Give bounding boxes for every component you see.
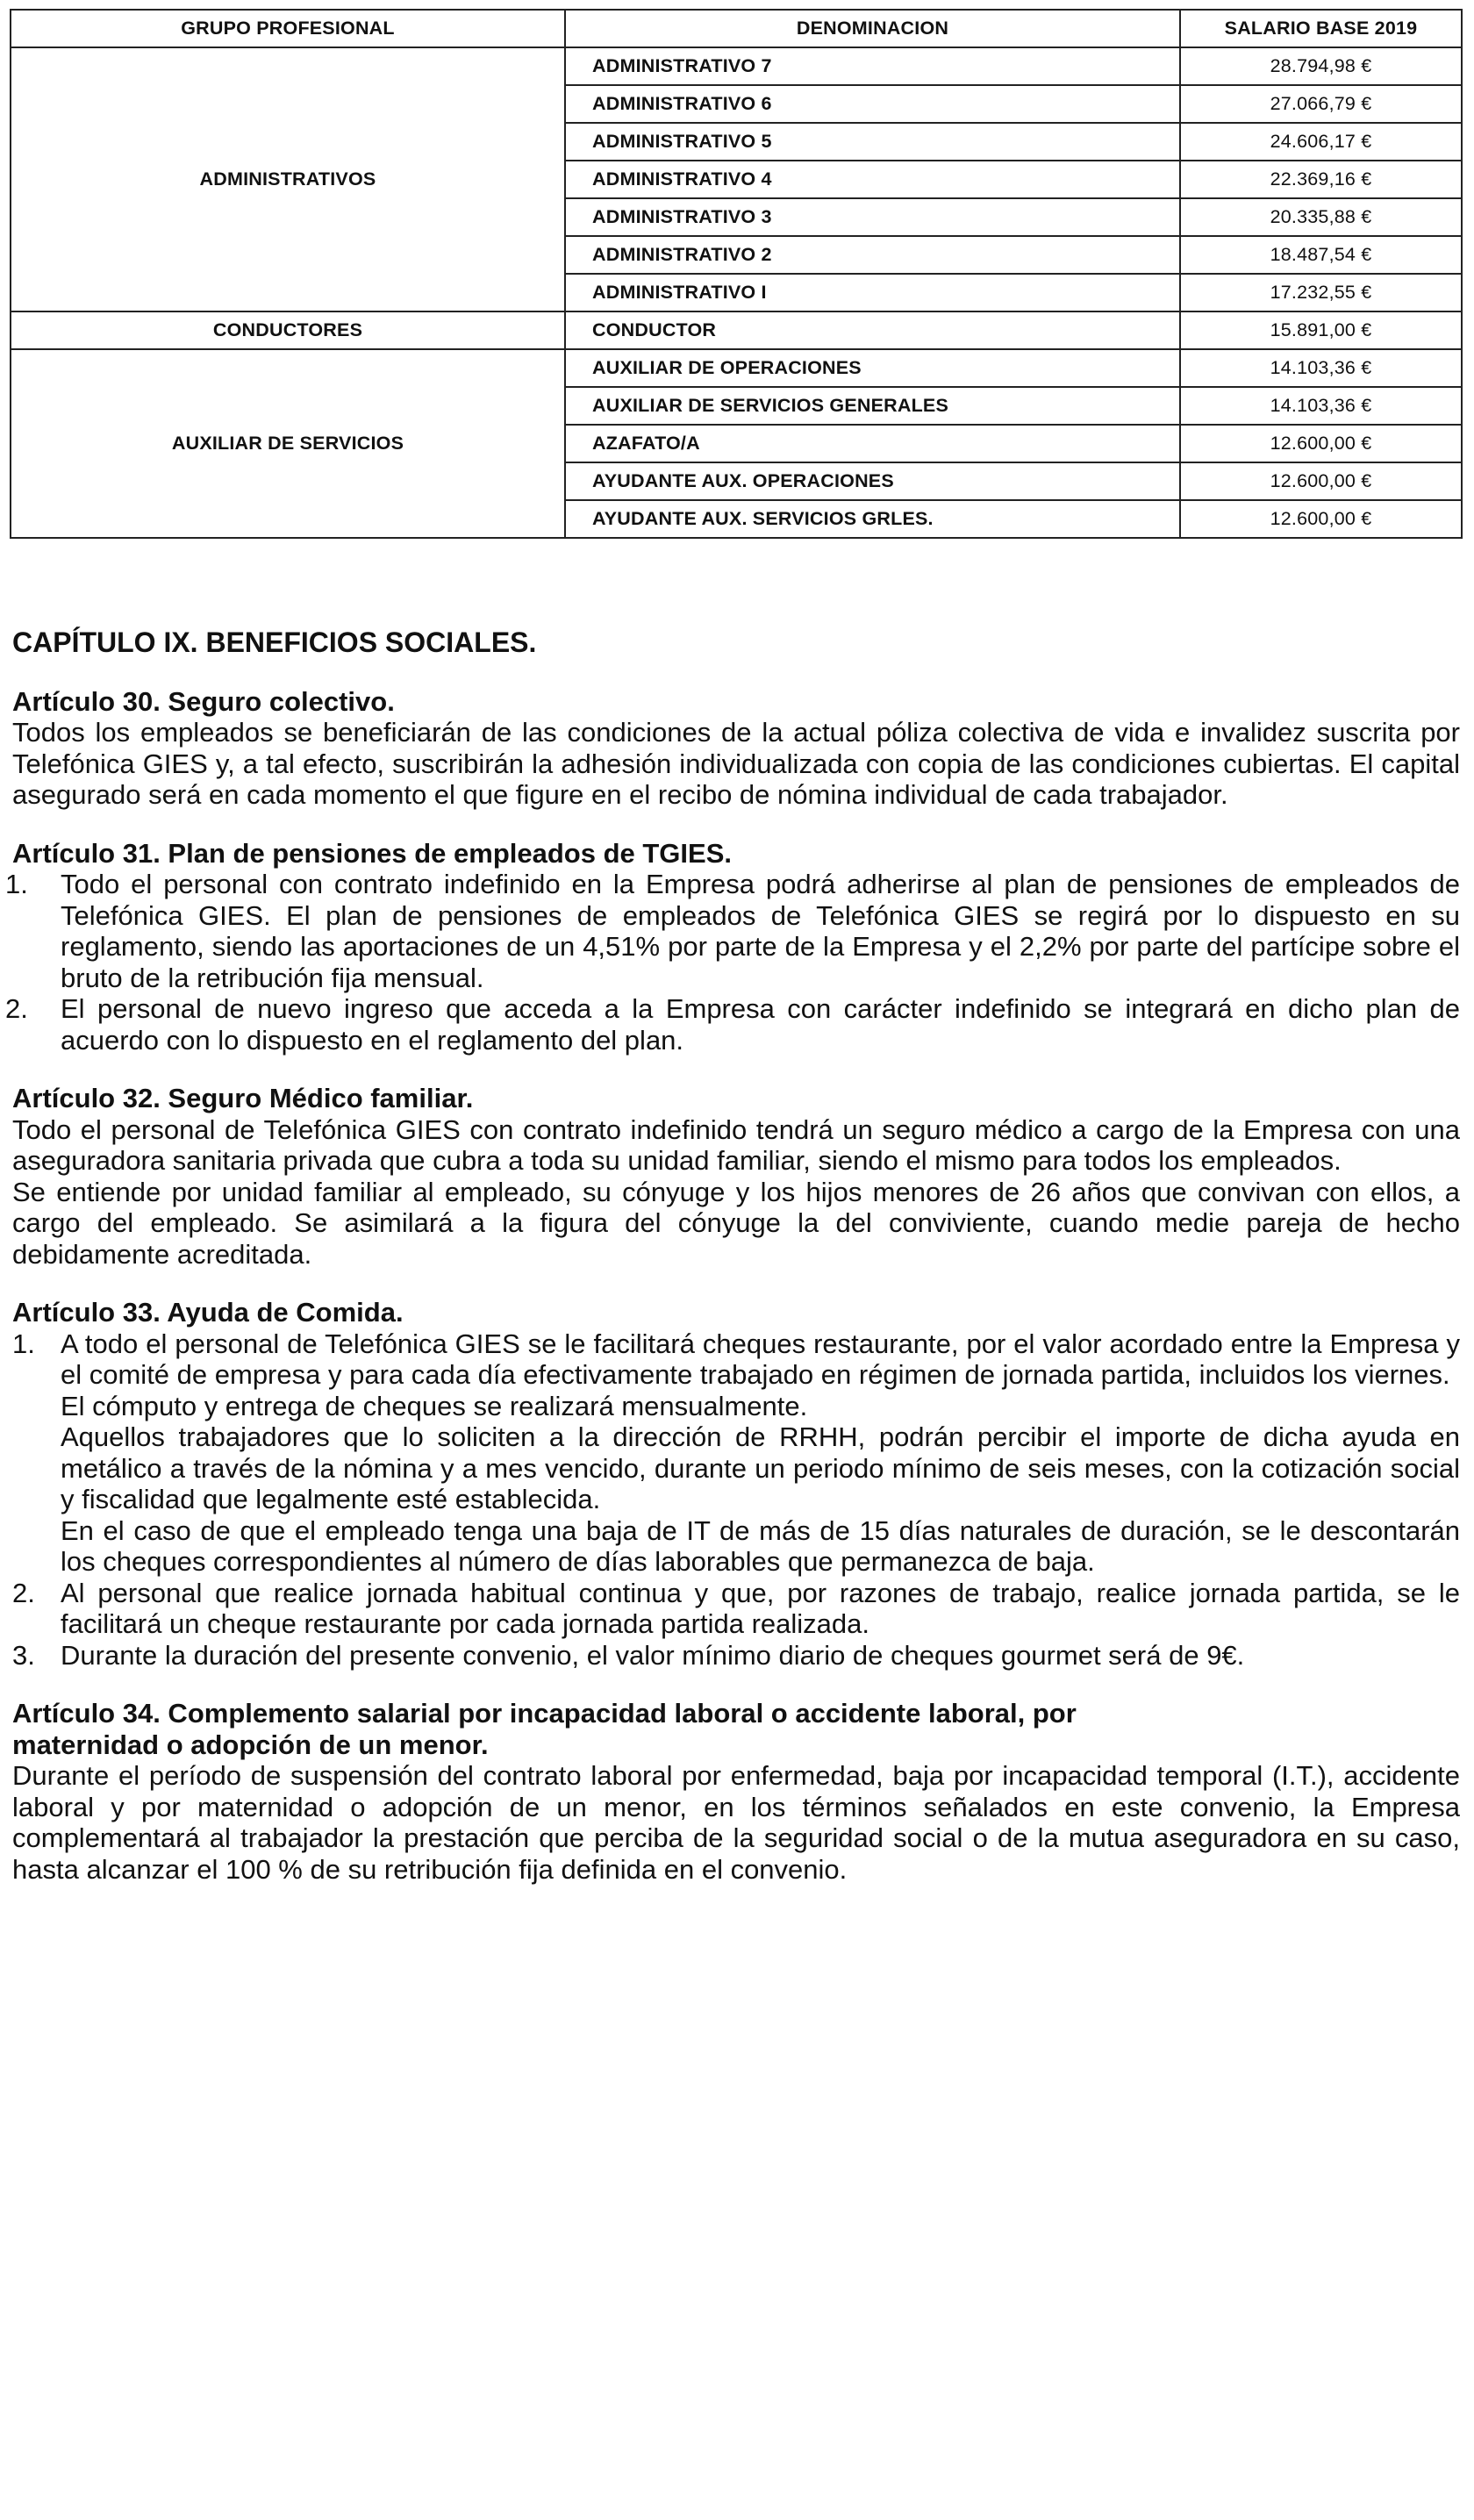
salario-cell: 12.600,00 € <box>1180 462 1462 500</box>
salary-table <box>10 9 1463 539</box>
list-item <box>5 993 1460 1056</box>
header-grupo-profesional: GRUPO PROFESIONAL <box>11 10 565 47</box>
salario-cell: 24.606,17 € <box>1180 123 1462 161</box>
denominacion-cell: ADMINISTRATIVO 6 <box>565 85 1180 123</box>
header-denominacion: DENOMINACION <box>565 10 1180 47</box>
article-30-text: Todos los empleados se beneficiarán de las condiciones de la actual póliza colectiva de vida e invalidez suscrita por Telefónica GIES y, a tal efecto, suscribirán la adhesión individualizada con copia de las condiciones cubiertas. El capital asegurado será en cada momento el que figure en el recibo de nómina individual de cada trabajador. <box>12 717 1460 810</box>
list-item <box>12 1578 1460 1640</box>
list-text: A todo el personal de Telefónica GIES se le facilitará cheques restaurante, por el valor acordado entre la Empresa y el comité de empresa y para cada día efectivamente trabajado en régimen de jornada partida, incluidos los viernes. <box>61 1328 1460 1390</box>
group-name: AUXILIAR DE SERVICIOS <box>11 349 565 538</box>
table-row <box>11 349 1462 387</box>
denominacion-cell: ADMINISTRATIVO I <box>565 274 1180 311</box>
salario-cell: 12.600,00 € <box>1180 500 1462 538</box>
article-34-title-line1: Artículo 34. Complemento salarial por incapacidad laboral o accidente laboral, por <box>12 1698 1077 1729</box>
denominacion-cell: AYUDANTE AUX. OPERACIONES <box>565 462 1180 500</box>
document-body <box>5 614 1460 1885</box>
list-number: 3. <box>12 1639 35 1671</box>
article-32-paragraph: Todo el personal de Telefónica GIES con contrato indefinido tendrá un seguro médico a cargo de la Empresa con una aseguradora sanitaria privada que cubra a toda su unidad familiar, siendo el mismo para todos los empleados. <box>12 1113 1460 1176</box>
denominacion-cell: ADMINISTRATIVO 2 <box>565 236 1180 274</box>
salario-cell: 14.103,36 € <box>1180 387 1462 425</box>
denominacion-cell: ADMINISTRATIVO 3 <box>565 198 1180 236</box>
list-item <box>12 1640 1460 1672</box>
list-text: El cómputo y entrega de cheques se realizará mensualmente. <box>61 1390 808 1421</box>
list-text: Durante la duración del presente convenio, el valor mínimo diario de cheques gourmet será de 9€. <box>61 1639 1245 1671</box>
chapter-title: CAPÍTULO IX. BENEFICIOS SOCIALES. <box>12 626 537 658</box>
article-33-list <box>12 1328 1460 1672</box>
salario-cell: 17.232,55 € <box>1180 274 1462 311</box>
article-33-title: Artículo 33. Ayuda de Comida. <box>12 1297 404 1328</box>
table-row <box>11 47 1462 85</box>
denominacion-cell: ADMINISTRATIVO 4 <box>565 161 1180 198</box>
salario-cell: 12.600,00 € <box>1180 425 1462 462</box>
list-number: 1. <box>12 1328 35 1359</box>
salario-cell: 14.103,36 € <box>1180 349 1462 387</box>
salario-cell: 18.487,54 € <box>1180 236 1462 274</box>
list-number: 1. <box>5 869 28 899</box>
denominacion-cell: AUXILIAR DE SERVICIOS GENERALES <box>565 387 1180 425</box>
article-31-list <box>5 869 1460 1056</box>
salario-cell: 27.066,79 € <box>1180 85 1462 123</box>
denominacion-cell: CONDUCTOR <box>565 311 1180 349</box>
list-number: 2. <box>5 993 28 1024</box>
list-text: Al personal que realice jornada habitual continua y que, por razones de trabajo, realice jornada partida, se le facilitará un cheque restaurante por cada jornada partida realizada. <box>61 1577 1460 1639</box>
denominacion-cell: AYUDANTE AUX. SERVICIOS GRLES. <box>565 500 1180 538</box>
denominacion-cell: AZAFATO/A <box>565 425 1180 462</box>
article-34-title <box>12 1698 1460 1760</box>
list-text: En el caso de que el empleado tenga una baja de IT de más de 15 días naturales de duración, se le descontarán los cheques correspondientes al número de días laborables que permanezca de baja. <box>61 1514 1460 1577</box>
list-text: El personal de nuevo ingreso que acceda a la Empresa con carácter indefinido se integrará en dicho plan de acuerdo con lo dispuesto en el reglamento del plan. <box>61 993 1460 1056</box>
article-34-text: Durante el período de suspensión del contrato laboral por enfermedad, baja por incapacidad temporal (I.T.), accidente laboral y por maternidad o adopción de un menor, en los términos señalados en este convenio, la Empresa complementará al trabajador la prestación que perciba de la seguridad social o de la mutua aseguradora en su caso, hasta alcanzar el 100 % de su retribución fija definida en el convenio. <box>12 1760 1460 1885</box>
list-item <box>5 869 1460 993</box>
denominacion-cell: AUXILIAR DE OPERACIONES <box>565 349 1180 387</box>
salario-cell: 22.369,16 € <box>1180 161 1462 198</box>
table-header-row <box>11 10 1462 47</box>
denominacion-cell: ADMINISTRATIVO 5 <box>565 123 1180 161</box>
article-34-title-line2: maternidad o adopción de un menor. <box>12 1729 489 1760</box>
article-32-paragraph: Se entiende por unidad familiar al empleado, su cónyuge y los hijos menores de 26 años que convivan con ellos, a cargo del empleado. Se asimilará a la figura del cónyuge la del conviviente, cuando medie pareja de hecho debidamente acreditada. <box>12 1176 1460 1270</box>
table-row <box>11 311 1462 349</box>
article-32-title: Artículo 32. Seguro Médico familiar. <box>12 1083 474 1113</box>
article-31-title: Artículo 31. Plan de pensiones de empleados de TGIES. <box>12 837 733 869</box>
group-name: CONDUCTORES <box>11 311 565 349</box>
salario-cell: 28.794,98 € <box>1180 47 1462 85</box>
list-item <box>12 1328 1460 1578</box>
denominacion-cell: ADMINISTRATIVO 7 <box>565 47 1180 85</box>
article-30-title: Artículo 30. Seguro colectivo. <box>12 685 395 717</box>
header-salario-base: SALARIO BASE 2019 <box>1180 10 1462 47</box>
list-text: Aquellos trabajadores que lo soliciten a la dirección de RRHH, podrán percibir el importe de dicha ayuda en metálico a través de la nómina y a mes vencido, durante un periodo mínimo de seis meses, con la cotización social y fiscalidad que legalmente esté establecida. <box>61 1421 1460 1514</box>
group-name: ADMINISTRATIVOS <box>11 47 565 311</box>
list-text: Todo el personal con contrato indefinido en la Empresa podrá adherirse al plan de pensiones de empleados de Telefónica GIES. El plan de pensiones de empleados de Telefónica GIES se regirá por lo dispuesto en su reglamento, siendo las aportaciones de un 4,51% por parte de la Empresa y el 2,2% por parte del partícipe sobre el bruto de la retribución fija mensual. <box>61 869 1460 993</box>
salario-cell: 15.891,00 € <box>1180 311 1462 349</box>
list-number: 2. <box>12 1577 35 1608</box>
salario-cell: 20.335,88 € <box>1180 198 1462 236</box>
